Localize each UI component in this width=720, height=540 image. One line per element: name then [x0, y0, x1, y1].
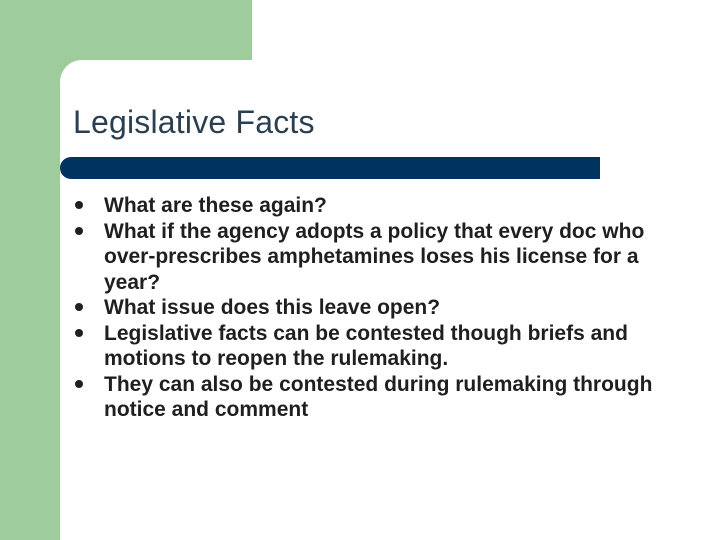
green-left-strip — [0, 60, 60, 540]
slide-title: Legislative Facts — [73, 104, 315, 140]
bullet-item-5 — [73, 372, 673, 423]
bullet-text: What are these again? — [104, 194, 327, 217]
bullet-item-3 — [73, 295, 673, 321]
bullet-dot-icon — [75, 303, 83, 311]
bullet-text: What issue does this leave open? — [104, 296, 441, 319]
bullet-dot-icon — [75, 227, 83, 235]
bullet-text: Legislative facts can be contested though briefs and motions to reopen the rulemaking. — [104, 321, 628, 370]
bullet-text: They can also be contested during rulemaking through notice and comment — [104, 372, 653, 421]
bullet-item-2 — [73, 219, 673, 296]
bullet-dot-icon — [75, 380, 83, 388]
bullet-item-1 — [73, 193, 673, 219]
bullet-dot-icon — [75, 201, 83, 209]
bullet-item-4 — [73, 321, 673, 372]
bullet-text: What if the agency adopts a policy that every doc who over-prescribes amphetamines loses his license for a year? — [104, 219, 645, 294]
bullet-list — [73, 193, 673, 423]
title-underline-bar — [60, 157, 600, 179]
bullet-dot-icon — [75, 329, 83, 337]
